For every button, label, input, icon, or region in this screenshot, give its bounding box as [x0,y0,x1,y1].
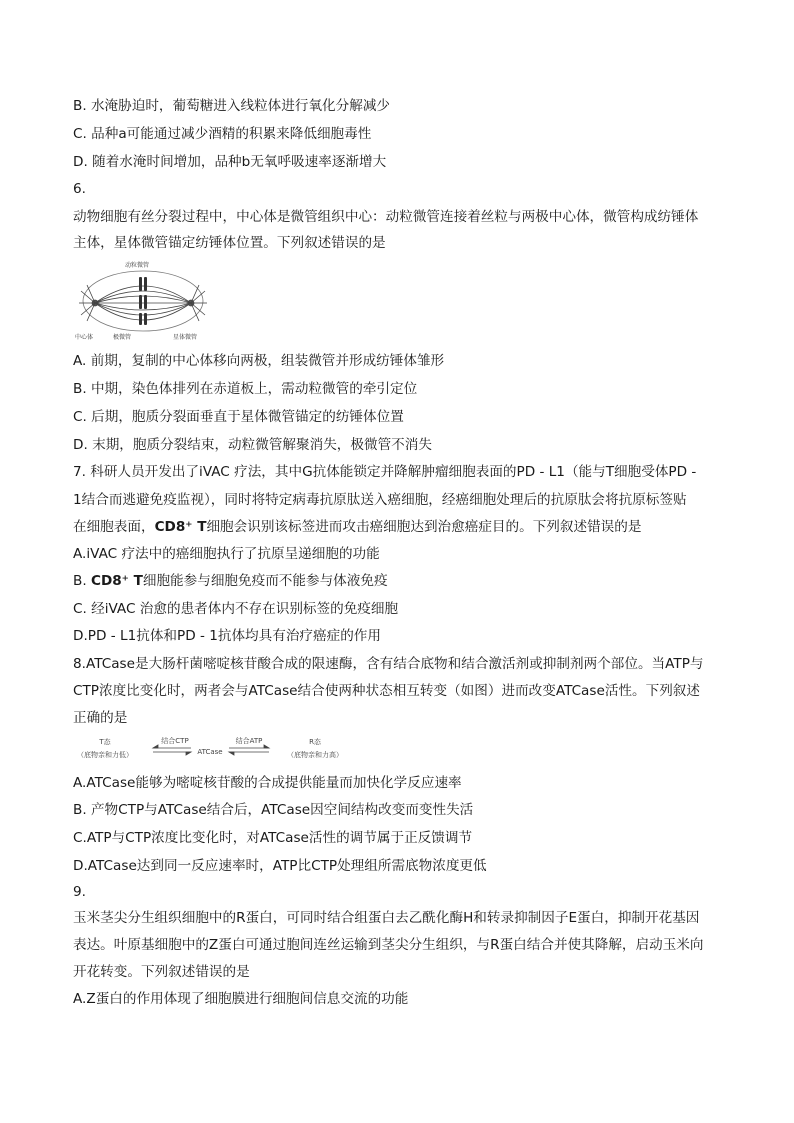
q7-stem-line3-text-a: 在细胞表面， [73,519,155,535]
q7-option-c: C. 经iVAC 治愈的患者体内不存在识别标签的免疫细胞 [73,601,399,617]
r-state-desc: （底物亲和力高） [287,751,343,759]
q7-stem-line3 [73,517,723,537]
q7-option-b [73,571,723,591]
q8-option-d: D.ATCase达到同一反应速率时，ATP比CTP处理组所需底物浓度更低 [73,858,487,874]
q5-option-b: B. 水淹胁迫时，葡萄糖进入线粒体进行氧化分解减少 [73,98,391,114]
q6-option-d: D. 末期，胞质分裂结束，动粒微管解聚消失，极微管不消失 [73,437,432,453]
q9-option-a: A.Z蛋白的作用体现了细胞膜进行细胞间信息交流的功能 [73,991,409,1007]
atcase-state-diagram [73,734,373,766]
q8-stem-line2: CTP浓度比变化时，两者会与ATCase结合使两种状态相互转变（如图）进而改变ATCase活性。下列叙述 [73,683,700,699]
label-centrosome: 中心体 [75,334,94,341]
q6-stem-line2: 主体，星体微管锚定纺锤体位置。下列叙述错误的是 [73,235,386,251]
q6-option-b: B. 中期，染色体排列在赤道板上，需动粒微管的牵引定位 [73,381,418,397]
q7-option-b-prefix: B. [73,573,91,589]
q6-option-c: C. 后期，胞质分裂面垂直于星体微管锚定的纺锤体位置 [73,409,404,425]
cd8-t-cell-term: CD8⁺ T [90,573,143,589]
q8-stem-line1: 8.ATCase是大肠杆菌嘧啶核苷酸合成的限速酶，含有结合底物和结合激活剂或抑制剂两个部位。当ATP与 [73,656,704,672]
atcase-label: ATCase [197,748,223,756]
t-state-label: T态 [99,738,111,746]
bind-atp-label: 结合ATP [235,737,263,745]
bind-ctp-label: 结合CTP [161,737,189,745]
q7-option-a: A.iVAC 疗法中的癌细胞执行了抗原呈递细胞的功能 [73,546,380,562]
r-state-label: R态 [309,738,321,746]
q8-stem-line3: 正确的是 [73,710,128,726]
q8-option-c: C.ATP与CTP浓度比变化时，对ATCase活性的调节属于正反馈调节 [73,830,473,846]
label-kinetochore-mt: 动粒微管 [125,262,150,269]
q5-option-c: C. 品种a可能通过减少酒精的积累来降低细胞毒性 [73,126,372,142]
q8-option-b: B. 产物CTP与ATCase结合后，ATCase因空间结构改变而变性失活 [73,802,474,818]
spindle-diagram [73,259,213,343]
q9-stem-line1: 玉米茎尖分生组织细胞中的R蛋白，可同时结合组蛋白去乙酰化酶H和转录抑制因子E蛋白，抑制开花基因 [73,910,700,926]
q5-option-d: D. 随着水淹时间增加，品种b无氧呼吸速率逐渐增大 [73,154,387,170]
label-astral-mt: 星体微管 [173,334,198,341]
q9-stem-line2: 表达。叶原基细胞中的Z蛋白可通过胞间连丝运输到茎尖分生组织，与R蛋白结合并使其降解，启动玉米向 [73,937,704,953]
q7-stem-line3-text-b: 细胞会识别该标签进而攻击癌细胞达到治愈癌症目的。下列叙述错误的是 [206,519,642,535]
q6-stem-line1: 动物细胞有丝分裂过程中，中心体是微管组织中心：动粒微管连接着丝粒与两极中心体，微管构成纺锤体 [73,209,699,225]
cd8-t-cell-term: CD8⁺ T [154,519,207,535]
q7-option-d: D.PD - L1抗体和PD - 1抗体均具有治疗癌症的作用 [73,628,381,644]
q7-stem-line2: 1结合而逃避免疫监视），同时将特定病毒抗原肽送入癌细胞，经癌细胞处理后的抗原肽会将抗原标签贴 [73,492,687,508]
q9-stem-line3: 开花转变。下列叙述错误的是 [73,964,250,980]
q8-option-a: A.ATCase能够为嘧啶核苷酸的合成提供能量而加快化学反应速率 [73,775,462,791]
t-state-desc: （底物亲和力低） [77,751,133,759]
q6-option-a: A. 前期，复制的中心体移向两极，组装微管并形成纺锤体雏形 [73,353,445,369]
label-polar-mt: 极微管 [113,334,132,341]
q7-stem-line1: 7. 科研人员开发出了iVAC 疗法，其中G抗体能锁定并降解肿瘤细胞表面的PD - L1（能与T细胞受体PD - [73,464,697,480]
q9-number: 9. [73,884,86,900]
q6-number: 6. [73,181,86,197]
q7-option-b-text: 细胞能参与细胞免疫而不能参与体液免疫 [142,573,388,589]
